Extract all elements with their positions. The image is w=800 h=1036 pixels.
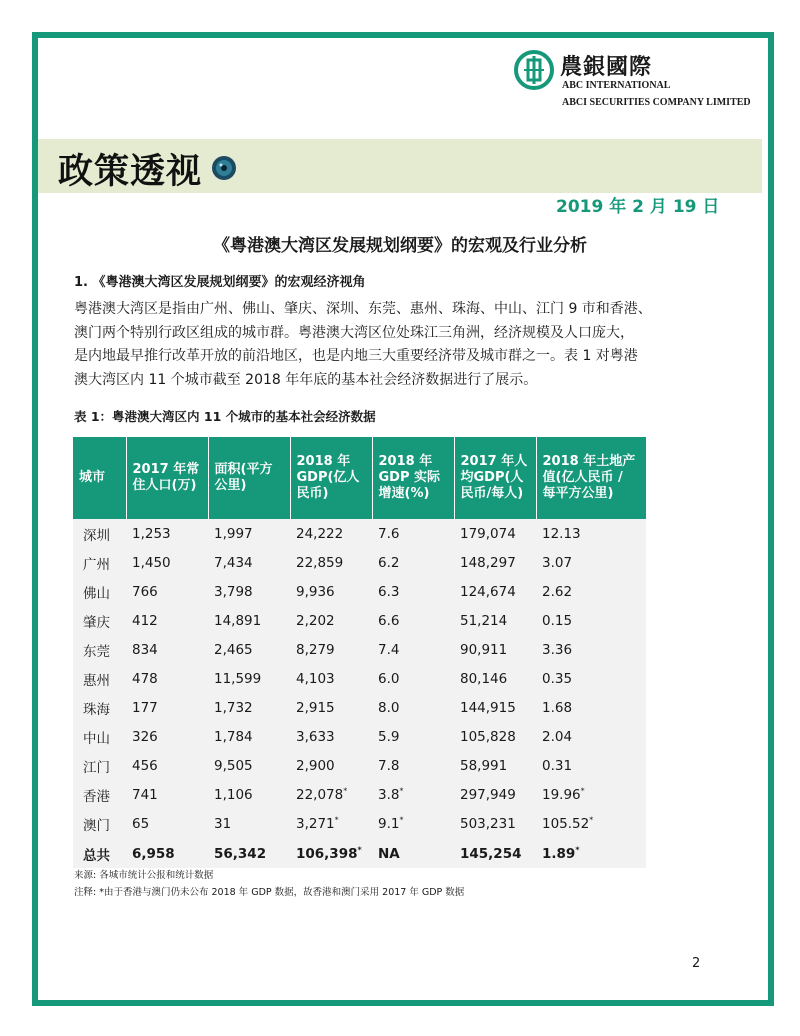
table-row <box>73 606 646 635</box>
cell-area-value: 9,505 <box>214 758 253 775</box>
cell-gdp <box>290 635 372 664</box>
table-row <box>73 752 646 781</box>
cell-land-output-value: 2.62 <box>542 583 573 600</box>
paragraph-line: 澳门两个特别行政区组成的城市群。粤港澳大湾区位处珠江三角洲，经济规模及人口庞大， <box>74 324 634 341</box>
cell-gdp-per-capita <box>454 752 536 781</box>
cell-gdp-per-capita <box>454 839 536 868</box>
header-population: 2017 年常住人口(万) <box>126 437 208 519</box>
cell-city <box>73 781 126 810</box>
cell-land-output-value: 0.15 <box>542 612 573 629</box>
section-subheading: 1. 《粤港澳大湾区发展规划纲要》的宏观经济视角 <box>74 275 366 290</box>
cell-area-value: 56,342 <box>214 845 267 862</box>
cell-land-output <box>536 752 646 781</box>
cell-growth <box>372 519 454 548</box>
cell-area <box>208 839 290 868</box>
cell-population <box>126 723 208 752</box>
cell-growth-value: 6.3 <box>378 583 400 600</box>
table-row <box>73 519 646 548</box>
cell-growth-value: 8.0 <box>378 700 400 717</box>
cell-gdp-per-capita <box>454 635 536 664</box>
cell-growth-value: 7.4 <box>378 641 400 658</box>
cell-area-value: 11,599 <box>214 671 262 688</box>
cell-land-output-value: 2.04 <box>542 729 573 746</box>
cell-growth-value: 6.2 <box>378 554 400 571</box>
cell-growth-value: 3.8 <box>378 787 400 804</box>
cell-land-output <box>536 635 646 664</box>
table-total-row <box>73 839 646 868</box>
cell-gdp-value: 8,279 <box>296 641 335 658</box>
table-header-row <box>73 437 646 519</box>
cell-growth <box>372 752 454 781</box>
cell-area-value: 2,465 <box>214 641 253 658</box>
cell-gdp-value: 24,222 <box>296 525 344 542</box>
table-row <box>73 723 646 752</box>
cell-land-output <box>536 810 646 839</box>
cell-population <box>126 664 208 693</box>
cell-gdp <box>290 752 372 781</box>
footnote-mark: * <box>343 786 348 796</box>
cell-gdp-value: 9,936 <box>296 583 335 600</box>
section-title: 政策透视 <box>58 152 203 192</box>
cell-population-value: 1,253 <box>132 525 171 542</box>
cell-city <box>73 606 126 635</box>
cell-area <box>208 664 290 693</box>
cell-growth <box>372 606 454 635</box>
footnote-mark: * <box>334 815 339 825</box>
cell-land-output <box>536 723 646 752</box>
company-logo <box>514 48 764 112</box>
cell-population <box>126 752 208 781</box>
header-gdp: 2018 年GDP(亿人民币) <box>290 437 372 519</box>
header-area: 面积(平方公里) <box>208 437 290 519</box>
cell-land-output-value: 1.89 <box>542 845 576 862</box>
table-row <box>73 664 646 693</box>
cell-city <box>73 577 126 606</box>
cell-land-output <box>536 839 646 868</box>
cell-area <box>208 635 290 664</box>
logo-company-name: ABCI SECURITIES COMPANY LIMITED <box>562 97 751 108</box>
cell-growth <box>372 548 454 577</box>
cell-area-value: 1,784 <box>214 729 253 746</box>
cell-land-output <box>536 519 646 548</box>
document-title: 《粤港澳大湾区发展规划纲要》的宏观及行业分析 <box>213 236 587 256</box>
cell-gdp-per-capita <box>454 606 536 635</box>
cell-land-output-value: 0.31 <box>542 758 573 775</box>
cell-growth-value: 9.1 <box>378 816 400 833</box>
cell-growth-value: 6.0 <box>378 671 400 688</box>
cell-growth <box>372 810 454 839</box>
cell-population-value: 6,958 <box>132 845 175 862</box>
lens-icon <box>211 155 237 181</box>
logo-chinese-name: 農銀國際 <box>560 54 653 80</box>
cell-population-value: 177 <box>132 700 158 717</box>
cell-gdp <box>290 694 372 723</box>
cell-population <box>126 781 208 810</box>
cell-growth-value: NA <box>378 845 400 862</box>
cell-population <box>126 810 208 839</box>
cell-city <box>73 810 126 839</box>
cell-land-output <box>536 577 646 606</box>
cell-city-value: 广州 <box>83 556 110 573</box>
cell-area <box>208 606 290 635</box>
footnote-mark: * <box>399 815 404 825</box>
cell-land-output <box>536 781 646 810</box>
cell-city <box>73 694 126 723</box>
city-data-table <box>73 437 646 868</box>
cell-population <box>126 694 208 723</box>
cell-growth-value: 6.6 <box>378 612 400 629</box>
cell-area <box>208 752 290 781</box>
cell-population <box>126 839 208 868</box>
cell-city <box>73 839 126 868</box>
cell-gdp-per-capita <box>454 577 536 606</box>
cell-gdp-value: 22,078 <box>296 787 344 804</box>
logo-english-name: ABC INTERNATIONAL <box>562 80 671 91</box>
cell-land-output-value: 1.68 <box>542 700 573 717</box>
cell-city <box>73 548 126 577</box>
cell-land-output <box>536 606 646 635</box>
cell-land-output-value: 3.07 <box>542 554 573 571</box>
cell-gdp-value: 2,202 <box>296 612 335 629</box>
header-city: 城市 <box>73 437 126 519</box>
cell-growth <box>372 723 454 752</box>
cell-gdp-value: 22,859 <box>296 554 344 571</box>
cell-land-output-value: 0.35 <box>542 671 573 688</box>
cell-growth <box>372 635 454 664</box>
footnote-mark: * <box>399 786 404 796</box>
table-row <box>73 635 646 664</box>
cell-gdp-value: 3,633 <box>296 729 335 746</box>
cell-population <box>126 577 208 606</box>
cell-area-value: 3,798 <box>214 583 253 600</box>
cell-city <box>73 723 126 752</box>
cell-area <box>208 519 290 548</box>
cell-land-output <box>536 694 646 723</box>
cell-gdp <box>290 839 372 868</box>
cell-gdp-per-capita <box>454 723 536 752</box>
cell-gdp-per-capita-value: 80,146 <box>460 671 508 688</box>
table-row <box>73 548 646 577</box>
cell-land-output-value: 105.52 <box>542 816 590 833</box>
paragraph-line: 是内地最早推行改革开放的前沿地区，也是内地三大重要经济带及城市群之一。表 1 对粤港 <box>74 348 638 364</box>
abc-logo-icon <box>514 50 554 90</box>
cell-gdp-per-capita <box>454 694 536 723</box>
cell-gdp <box>290 548 372 577</box>
cell-growth <box>372 694 454 723</box>
cell-gdp-per-capita-value: 179,074 <box>460 525 516 542</box>
cell-area <box>208 548 290 577</box>
cell-population <box>126 606 208 635</box>
footnote-mark: * <box>589 815 594 825</box>
cell-land-output-value: 3.36 <box>542 641 573 658</box>
cell-growth-value: 7.8 <box>378 758 400 775</box>
cell-gdp-per-capita-value: 148,297 <box>460 554 516 571</box>
cell-land-output <box>536 548 646 577</box>
cell-population-value: 326 <box>132 729 158 746</box>
cell-population-value: 65 <box>132 816 150 833</box>
cell-gdp-value: 2,915 <box>296 700 335 717</box>
cell-city-value: 惠州 <box>83 673 110 690</box>
cell-city-value: 肇庆 <box>83 614 110 631</box>
cell-gdp <box>290 723 372 752</box>
header-land-output: 2018 年土地产值(亿人民币 / 每平方公里) <box>536 437 646 519</box>
cell-land-output-value: 12.13 <box>542 525 581 542</box>
cell-area-value: 31 <box>214 816 232 833</box>
cell-gdp-per-capita <box>454 781 536 810</box>
cell-area <box>208 723 290 752</box>
cell-gdp-value: 2,900 <box>296 758 335 775</box>
cell-growth-value: 7.6 <box>378 525 400 542</box>
table-note: 注释: *由于香港与澳门仍未公布 2018 年 GDP 数据，故香港和澳门采用 2017 年 GDP 数据 <box>74 887 465 898</box>
cell-city <box>73 752 126 781</box>
cell-gdp-value: 4,103 <box>296 671 335 688</box>
cell-growth <box>372 577 454 606</box>
cell-gdp <box>290 577 372 606</box>
table-row <box>73 781 646 810</box>
cell-population-value: 1,450 <box>132 554 171 571</box>
cell-gdp-per-capita-value: 144,915 <box>460 700 516 717</box>
cell-growth <box>372 664 454 693</box>
cell-population-value: 412 <box>132 612 158 629</box>
cell-city-value: 香港 <box>83 789 110 806</box>
report-date: 2019 年 2 月 19 日 <box>556 197 720 217</box>
cell-city-value: 中山 <box>83 731 110 748</box>
cell-gdp-per-capita <box>454 810 536 839</box>
cell-population-value: 478 <box>132 671 158 688</box>
footnote-mark: * <box>580 786 585 796</box>
cell-city-value: 佛山 <box>83 585 110 602</box>
cell-city <box>73 519 126 548</box>
cell-city-value: 总共 <box>83 847 110 864</box>
cell-area-value: 1,732 <box>214 700 253 717</box>
cell-population <box>126 548 208 577</box>
cell-gdp-per-capita-value: 145,254 <box>460 845 522 862</box>
cell-population <box>126 519 208 548</box>
cell-population-value: 741 <box>132 787 158 804</box>
cell-land-output-value: 19.96 <box>542 787 581 804</box>
cell-growth-value: 5.9 <box>378 729 400 746</box>
cell-area-value: 1,997 <box>214 525 253 542</box>
table-row <box>73 577 646 606</box>
cell-city-value: 珠海 <box>83 702 110 719</box>
cell-gdp-per-capita-value: 124,674 <box>460 583 516 600</box>
cell-population <box>126 635 208 664</box>
cell-area-value: 7,434 <box>214 554 253 571</box>
footnote-mark: * <box>357 845 362 855</box>
cell-gdp <box>290 810 372 839</box>
cell-area <box>208 781 290 810</box>
cell-area <box>208 577 290 606</box>
intro-paragraph <box>74 298 724 392</box>
header-gdp-per-capita: 2017 年人均GDP(人民币/每人) <box>454 437 536 519</box>
paragraph-line: 澳大湾区内 11 个城市截至 2018 年年底的基本社会经济数据进行了展示。 <box>74 371 538 388</box>
cell-city-value: 深圳 <box>83 527 110 544</box>
page-number: 2 <box>692 956 701 971</box>
cell-population-value: 766 <box>132 583 158 600</box>
cell-gdp-per-capita <box>454 664 536 693</box>
cell-gdp-per-capita-value: 90,911 <box>460 641 508 658</box>
cell-growth <box>372 839 454 868</box>
cell-area <box>208 810 290 839</box>
cell-gdp <box>290 664 372 693</box>
cell-gdp-per-capita <box>454 519 536 548</box>
cell-city-value: 江门 <box>83 760 110 777</box>
cell-gdp-per-capita-value: 105,828 <box>460 729 516 746</box>
cell-population-value: 456 <box>132 758 158 775</box>
cell-gdp-per-capita-value: 58,991 <box>460 758 508 775</box>
footnote-mark: * <box>575 845 580 855</box>
cell-gdp <box>290 781 372 810</box>
table-caption: 表 1：粤港澳大湾区内 11 个城市的基本社会经济数据 <box>74 409 376 424</box>
cell-gdp-value: 3,271 <box>296 816 335 833</box>
cell-growth <box>372 781 454 810</box>
header-gdp-growth: 2018 年GDP 实际增速(%) <box>372 437 454 519</box>
cell-city-value: 澳门 <box>83 818 110 835</box>
cell-area-value: 14,891 <box>214 612 262 629</box>
cell-gdp-per-capita <box>454 548 536 577</box>
cell-population-value: 834 <box>132 641 158 658</box>
paragraph-line: 粤港澳大湾区是指由广州、佛山、肇庆、深圳、东莞、惠州、珠海、中山、江门 9 市和香港、 <box>74 301 652 317</box>
cell-city <box>73 635 126 664</box>
cell-gdp <box>290 519 372 548</box>
cell-city-value: 东莞 <box>83 643 110 660</box>
cell-gdp-per-capita-value: 297,949 <box>460 787 516 804</box>
cell-gdp-per-capita-value: 503,231 <box>460 816 516 833</box>
cell-area <box>208 694 290 723</box>
cell-gdp-per-capita-value: 51,214 <box>460 612 508 629</box>
cell-area-value: 1,106 <box>214 787 253 804</box>
table-source: 来源: 各城市统计公报和统计数据 <box>74 870 214 881</box>
cell-gdp-value: 106,398 <box>296 845 358 862</box>
cell-gdp <box>290 606 372 635</box>
cell-land-output <box>536 664 646 693</box>
table-row <box>73 694 646 723</box>
cell-city <box>73 664 126 693</box>
table-row <box>73 810 646 839</box>
